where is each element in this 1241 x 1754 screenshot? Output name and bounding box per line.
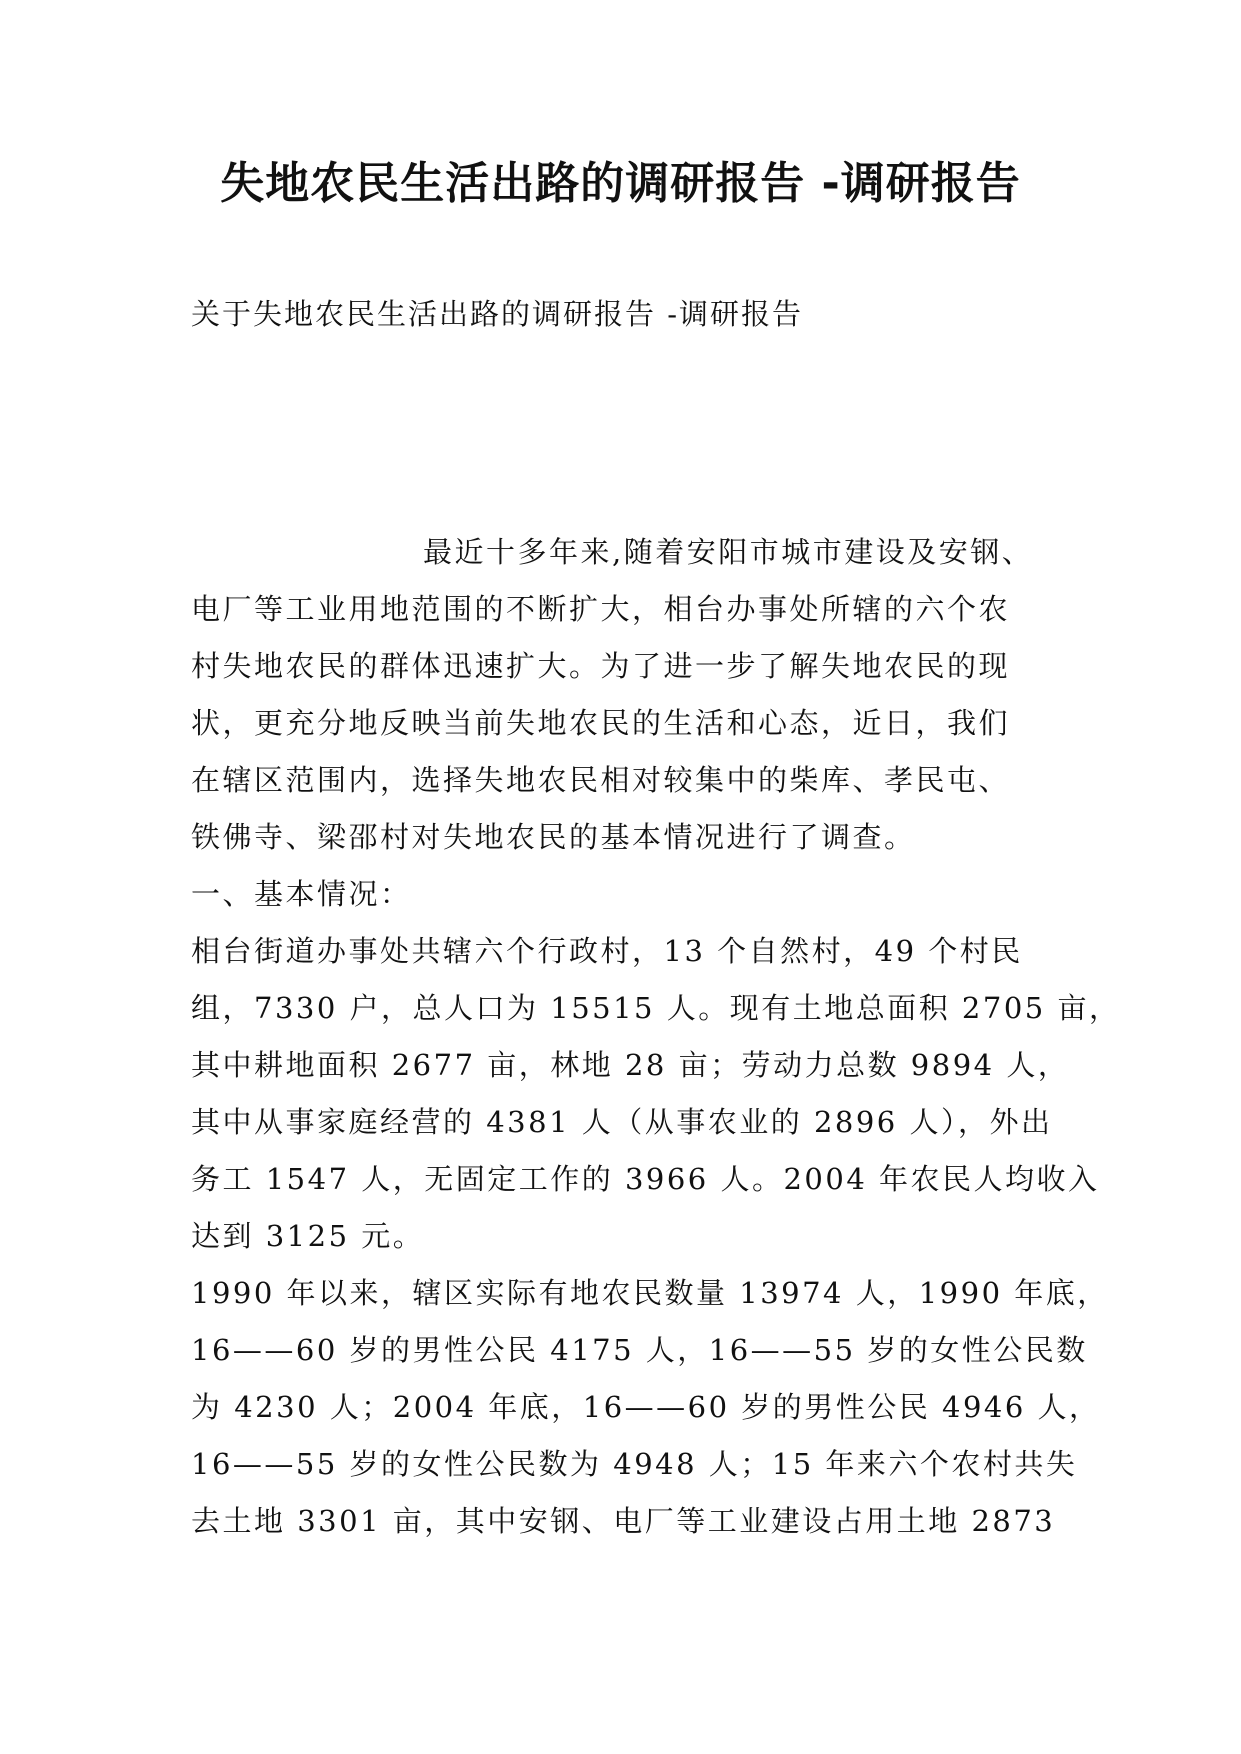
paragraph-line: 16——55 岁的女性公民数为 4948 人；15 年来六个农村共失 — [191, 1447, 1078, 1481]
paragraph-line: 在辖区范围内，选择失地农民相对较集中的柴库、孝民屯、 — [191, 763, 1011, 797]
paragraph-line: 铁佛寺、梁邵村对失地农民的基本情况进行了调查。 — [191, 820, 916, 854]
paragraph-line: 相台街道办事处共辖六个行政村，13 个自然村，49 个村民 — [191, 934, 1023, 968]
paragraph-line: 电厂等工业用地范围的不断扩大，相台办事处所辖的六个农 — [191, 592, 1011, 626]
paragraph-line: 其中从事家庭经营的 4381 人（从事农业的 2896 人），外出 — [191, 1105, 1053, 1139]
paragraph-line: 为 4230 人；2004 年底，16——60 岁的男性公民 4946 人， — [191, 1390, 1101, 1424]
paragraph-line: 1990 年以来，辖区实际有地农民数量 13974 人，1990 年底， — [191, 1276, 1109, 1310]
document-title: 失地农民生活出路的调研报告 -调研报告 — [220, 158, 1021, 209]
paragraph-line: 状，更充分地反映当前失地农民的生活和心态，近日，我们 — [191, 706, 1011, 740]
paragraph-line: 去土地 3301 亩，其中安钢、电厂等工业建设占用土地 2873 — [191, 1504, 1056, 1538]
paragraph-line: 达到 3125 元。 — [191, 1219, 425, 1253]
paragraph-line: 其中耕地面积 2677 亩，林地 28 亩；劳动力总数 9894 人， — [191, 1048, 1070, 1082]
paragraph-line: 16——60 岁的男性公民 4175 人，16——55 岁的女性公民数 — [191, 1333, 1088, 1367]
paragraph-line: 务工 1547 人，无固定工作的 3966 人。2004 年农民人均收入 — [191, 1162, 1100, 1196]
document-subtitle: 关于失地农民生活出路的调研报告 -调研报告 — [191, 297, 804, 331]
paragraph-line: 组，7330 户，总人口为 15515 人。现有土地总面积 2705 亩， — [191, 991, 1121, 1025]
paragraph-line: 村失地农民的群体迅速扩大。为了进一步了解失地农民的现 — [191, 649, 1011, 683]
section-heading: 一、基本情况： — [191, 877, 412, 911]
paragraph-line: 最近十多年来,随着安阳市城市建设及安钢、 — [423, 535, 1034, 569]
document-body — [191, 524, 1121, 1550]
